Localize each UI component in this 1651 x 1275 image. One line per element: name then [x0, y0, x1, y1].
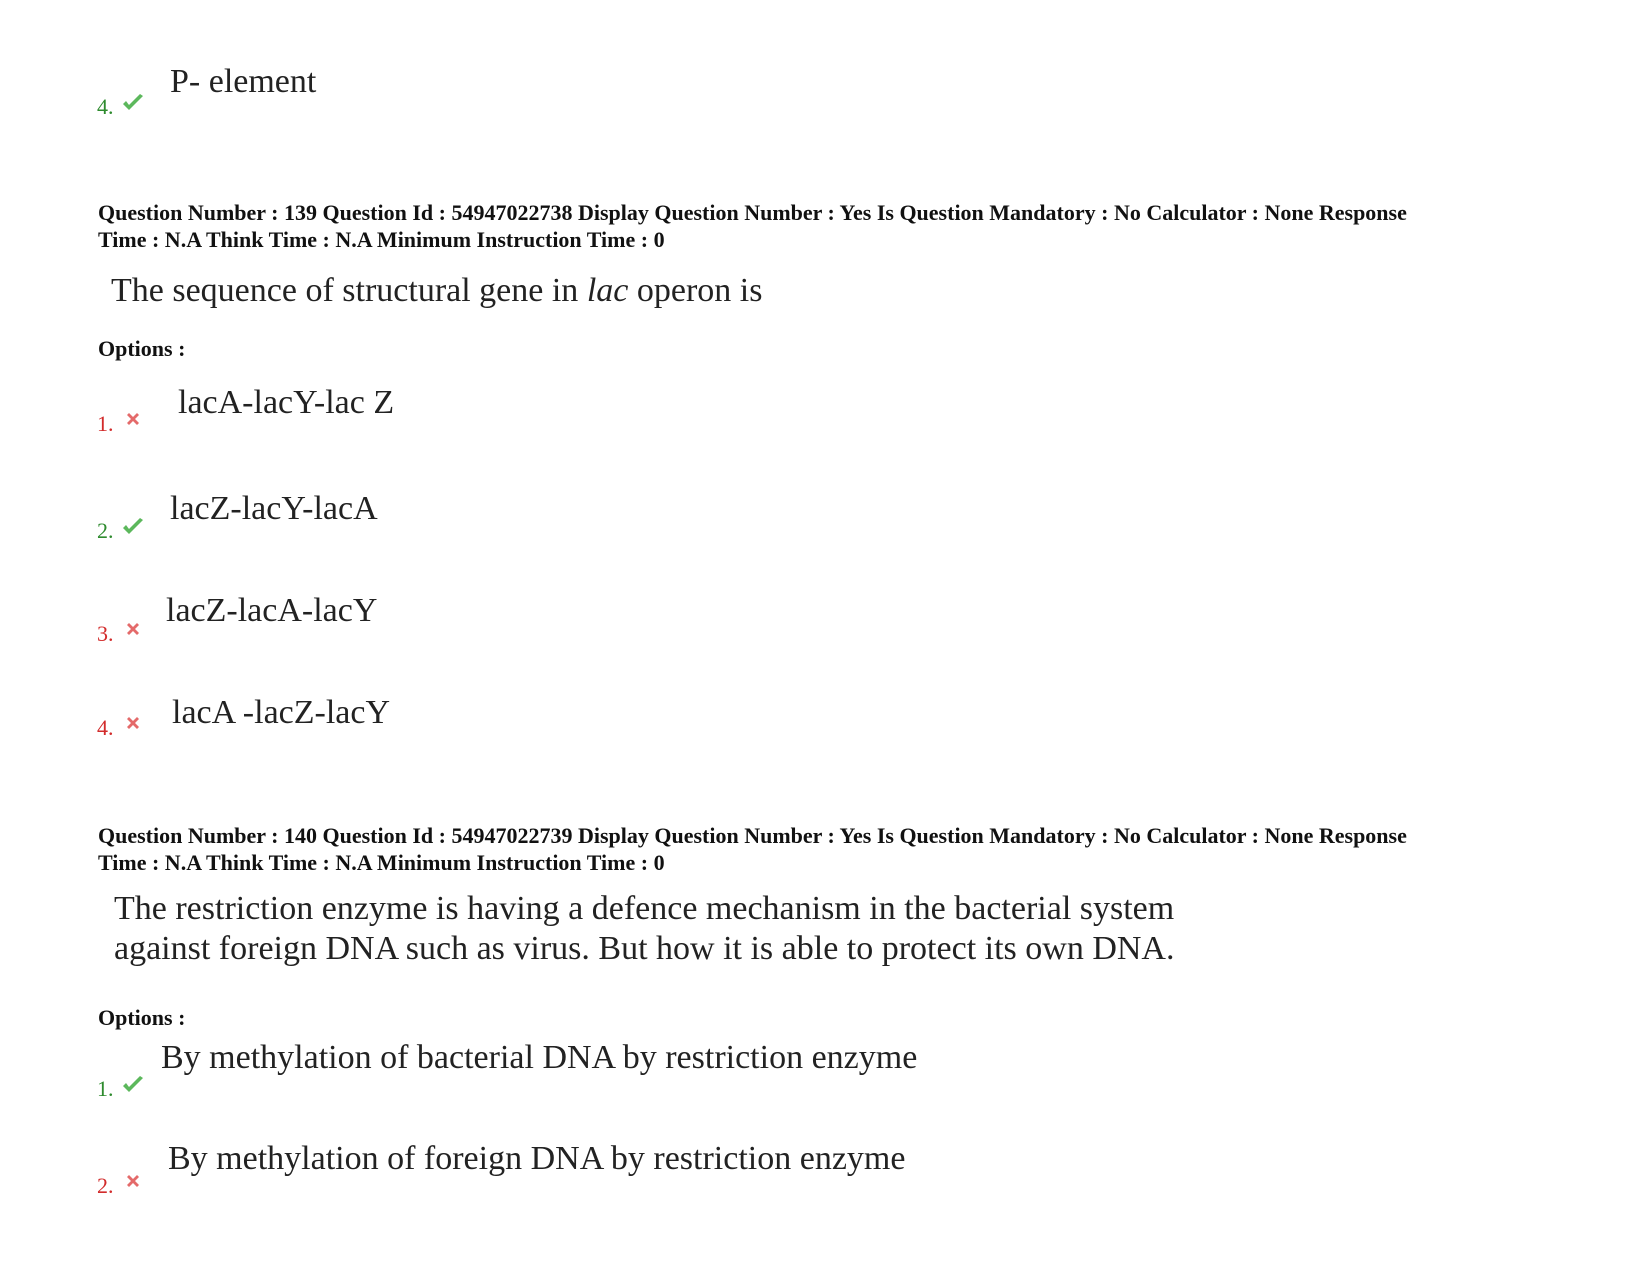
question-text-part: operon is — [628, 272, 763, 309]
check-mark-icon — [121, 93, 145, 118]
question-text — [111, 271, 762, 311]
cross-mark-icon — [124, 1172, 142, 1195]
question-meta-line: Time : N.A Think Time : N.A Minimum Instruction Time : 0 — [98, 850, 665, 875]
option-text: By methylation of bacterial DNA by restriction enzyme — [161, 1039, 918, 1076]
cross-mark-icon — [124, 620, 142, 643]
option-number: 4. — [97, 94, 114, 119]
question-meta-line: Question Number : 140 Question Id : 54947022739 Display Question Number : Yes Is Question Mandatory : No Calculator : None Response — [98, 823, 1407, 848]
option-text: lacA-lacY-lac Z — [178, 384, 395, 421]
question-text-part: The sequence of structural gene in — [111, 272, 587, 309]
question-meta-line: Time : N.A Think Time : N.A Minimum Instruction Time : 0 — [98, 227, 665, 252]
option-text: lacZ-lacA-lacY — [166, 592, 378, 629]
option-number: 3. — [97, 621, 114, 646]
option-text: lacA -lacZ-lacY — [172, 694, 391, 731]
cross-mark-icon — [124, 410, 142, 433]
cross-mark-icon — [124, 714, 142, 737]
question-text-line: against foreign DNA such as virus. But how it is able to protect its own DNA. — [114, 930, 1175, 967]
option-number: 1. — [97, 1076, 114, 1101]
check-mark-icon — [121, 517, 145, 542]
check-mark-icon — [121, 1075, 145, 1100]
question-meta — [98, 199, 1578, 253]
option-number: 2. — [97, 518, 114, 543]
option-number: 1. — [97, 411, 114, 436]
question-meta-line: Question Number : 139 Question Id : 54947022738 Display Question Number : Yes Is Question Mandatory : No Calculator : None Response — [98, 200, 1407, 225]
question-text-line: The restriction enzyme is having a defence mechanism in the bacterial system — [114, 890, 1175, 927]
option-text: P- element — [170, 63, 317, 100]
option-text: lacZ-lacY-lacA — [170, 490, 378, 527]
option-number: 2. — [97, 1173, 114, 1198]
options-label: Options : — [98, 1005, 186, 1030]
option-number: 4. — [97, 715, 114, 740]
question-meta — [98, 822, 1578, 876]
question-text — [114, 889, 1174, 969]
option-text: By methylation of foreign DNA by restriction enzyme — [168, 1140, 906, 1177]
options-label: Options : — [98, 336, 186, 361]
question-text-italic: lac — [586, 272, 629, 309]
